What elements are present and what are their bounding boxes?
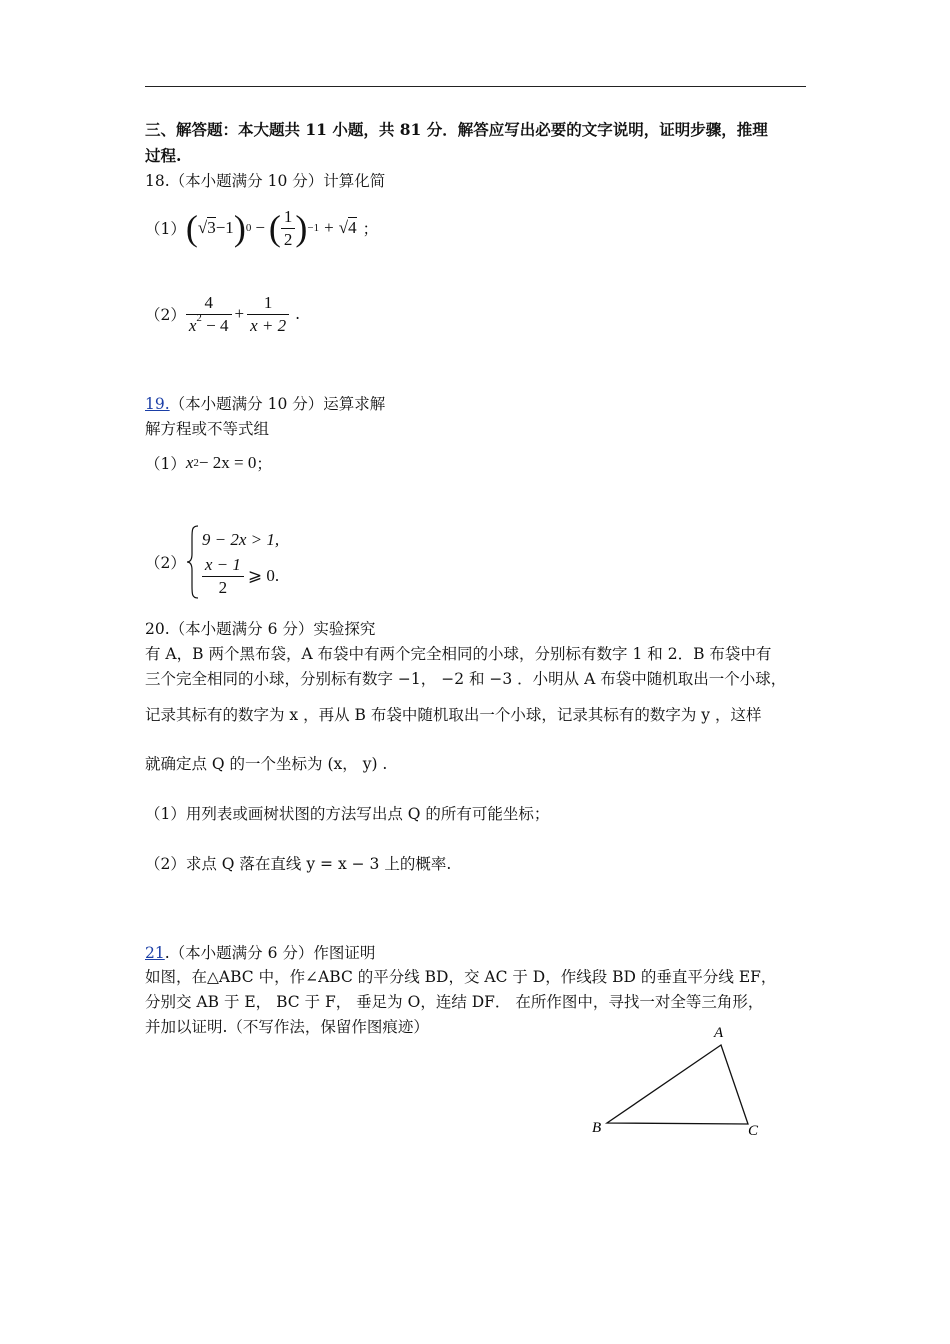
right-paren-2: ) — [295, 208, 308, 248]
q18-title: 18.（本小题满分 10 分）计算化简 — [145, 172, 386, 190]
q20-line1: 有 A，B 两个黑布袋，A 布袋中有两个完全相同的小球，分别标有数字 1 和 2．B 布袋中有 — [145, 645, 772, 663]
q21-line2: 分别交 AB 于 E， BC 于 F， 垂足为 O，连结 DF． 在所作图中，寻找一对全等三角形， — [145, 993, 764, 1011]
half-denominator: 2 — [283, 229, 293, 249]
q21-line3: 并加以证明.（不写作法，保留作图痕迹） — [145, 1018, 429, 1036]
system-line1: 9 − 2x > 1, — [201, 529, 280, 549]
system-fraction-numerator: x − 1 — [202, 554, 244, 577]
q20-part1: （1）用列表或画树状图的方法写出点 Q 的所有可能坐标； — [145, 805, 550, 823]
triangle-abc — [607, 1045, 748, 1124]
q21-title-text: .（本小题满分 6 分）作图证明 — [164, 944, 376, 962]
system-fraction — [202, 554, 244, 599]
q18-part2-label: （2） — [145, 306, 186, 324]
vertex-label-b: B — [592, 1120, 602, 1136]
section-heading-line1: 三、解答题：本大题共 11 小题，共 81 分．解答应写出必要的文字说明，证明步骤，推理 — [145, 120, 768, 139]
section-heading-line2: 过程. — [145, 146, 182, 165]
sqrt3-radicand: 3 — [207, 218, 216, 237]
minus-one: −1 — [215, 218, 234, 237]
fraction-1 — [186, 292, 232, 337]
system-line2-rest: ⩾ 0. — [247, 566, 280, 585]
q19-part2 — [145, 522, 279, 602]
q20-part2: （2）求点 Q 落在直线 y = x − 3 上的概率. — [145, 855, 452, 873]
system-lines — [202, 526, 279, 599]
fraction-2-numerator: 1 — [247, 292, 289, 315]
q18-part1-label: （1） — [145, 220, 186, 238]
q19-part1: （1） x 2 − 2x = 0 ； — [145, 453, 272, 473]
q18-part2 — [145, 288, 300, 340]
equation-rest: − 2x = 0 — [198, 453, 257, 472]
end-mark: . — [295, 305, 301, 323]
system-fraction-denominator: 2 — [218, 577, 228, 597]
fraction-2-denominator: x + 2 — [250, 315, 287, 335]
minus-sign: − — [255, 218, 265, 237]
triangle-abc-figure — [585, 1018, 770, 1143]
half-numerator: 1 — [281, 206, 296, 229]
exponent-two: 2 — [196, 311, 202, 324]
q21-title — [145, 941, 375, 963]
sqrt-symbol-2: √4 — [338, 218, 357, 237]
fraction-half — [281, 206, 296, 251]
q19-subtitle: 解方程或不等式组 — [145, 420, 270, 438]
q20-title: 20.（本小题满分 6 分）实验探究 — [145, 620, 376, 638]
end-mark: ； — [256, 455, 272, 473]
vertex-label-a: A — [714, 1025, 724, 1041]
fraction-2 — [247, 292, 289, 337]
q18-part1: （1） ( √3 −1 ) 0 − ( $\frac{1}{2}$ ) −1 + √4 ； — [145, 206, 379, 249]
fraction-1-denominator — [186, 311, 232, 337]
plus-sign: + — [324, 218, 334, 237]
q21-line1: 如图，在△ABC 中，作∠ABC 的平分线 BD，交 AC 于 D，作线段 BD 的垂直平分线 EF， — [145, 968, 777, 986]
var-x: x — [185, 453, 194, 472]
q21-number-link[interactable]: 21 — [145, 944, 165, 962]
q19-number-link[interactable]: 19. — [145, 395, 170, 413]
right-paren: ) — [233, 208, 246, 248]
sqrt-symbol: √3 — [197, 218, 216, 237]
system-line2 — [202, 554, 279, 599]
vertex-label-c: C — [748, 1123, 759, 1139]
end-mark: ； — [362, 220, 379, 238]
minus-four: − 4 — [201, 315, 229, 335]
q19-title-text: （本小题满分 10 分）运算求解 — [169, 395, 386, 413]
q19-part1-label: （1） — [145, 455, 186, 473]
q20-line2: 三个完全相同的小球，分别标有数字 −1， −2 和 −3 ．小明从 A 布袋中随机取出一个小球， — [145, 670, 787, 688]
header-rule — [145, 86, 806, 87]
q19-title — [145, 392, 385, 414]
fraction-1-numerator: 4 — [186, 292, 232, 315]
q19-part2-label: （2） — [145, 554, 186, 572]
left-paren: ( — [185, 208, 198, 248]
system-left-brace — [186, 524, 200, 600]
left-paren-2: ( — [268, 208, 281, 248]
plus-sign: + — [234, 304, 245, 323]
sqrt4-radicand: 4 — [348, 218, 357, 237]
var-x: x — [188, 315, 197, 335]
q20-line4: 就确定点 Q 的一个坐标为 (x， y) . — [145, 755, 388, 773]
q20-line3: 记录其标有的数字为 x ，再从 B 布袋中随机取出一个小球，记录其标有的数字为 y ，这样 — [145, 706, 762, 724]
